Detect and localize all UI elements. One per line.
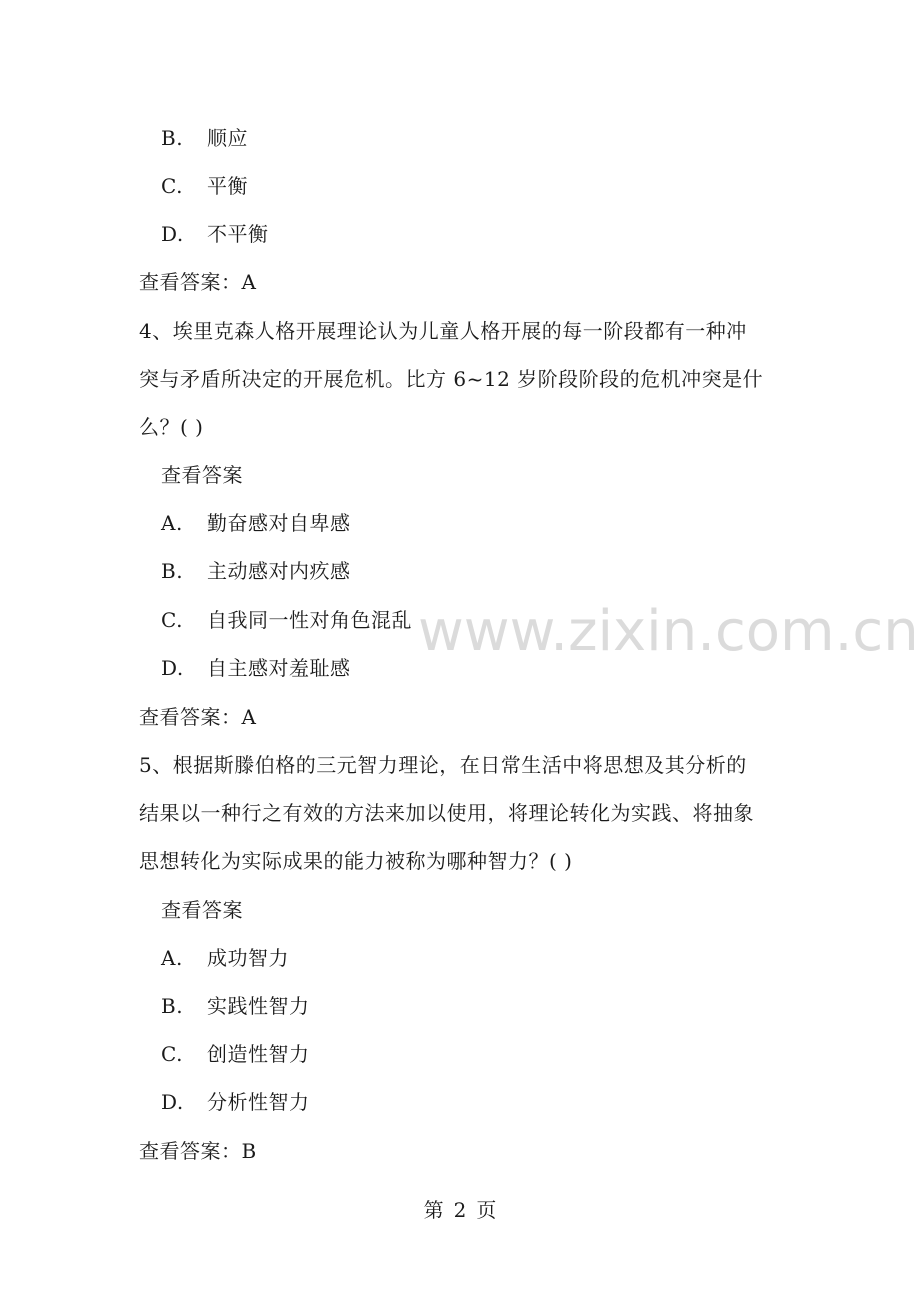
q5-option-b <box>161 994 310 1018</box>
page-suffix: 页 <box>476 1198 497 1222</box>
q5-option-a <box>161 946 289 970</box>
q4-option-c <box>161 608 412 632</box>
q4-option-a <box>161 511 351 535</box>
q3-option-d <box>161 222 269 246</box>
option-text: 实践性智力 <box>207 994 310 1018</box>
option-text: 勤奋感对自卑感 <box>207 511 351 535</box>
q5-answer: 查看答案：B <box>139 1139 257 1163</box>
q3-option-c <box>161 174 248 198</box>
option-text: 顺应 <box>207 126 248 150</box>
watermark: www.zixin.com.cn <box>418 599 919 664</box>
q5-question-line-1: 5、根据斯滕伯格的三元智力理论，在日常生活中将思想及其分析的 <box>139 753 747 777</box>
q3-option-b <box>161 126 248 150</box>
page-prefix: 第 <box>423 1198 444 1222</box>
q3-answer: 查看答案：A <box>139 270 257 294</box>
q4-question-line-3: 么？( ) <box>139 415 204 439</box>
option-text: 分析性智力 <box>207 1090 310 1114</box>
page-number: 2 <box>453 1198 467 1222</box>
option-letter: C. <box>161 608 183 632</box>
q5-question-line-3: 思想转化为实际成果的能力被称为哪种智力？( ) <box>139 849 573 873</box>
option-letter: A. <box>161 511 183 535</box>
q4-option-d <box>161 656 351 680</box>
option-text: 自主感对羞耻感 <box>207 656 351 680</box>
q5-view-answer: 查看答案 <box>161 898 243 922</box>
option-text: 成功智力 <box>207 946 289 970</box>
q5-question-line-2: 结果以一种行之有效的方法来加以使用，将理论转化为实践、将抽象 <box>139 801 754 825</box>
q5-option-d <box>161 1090 310 1114</box>
option-text: 自我同一性对角色混乱 <box>207 608 412 632</box>
option-text: 主动感对内疚感 <box>207 559 351 583</box>
option-text: 不平衡 <box>207 222 269 246</box>
option-letter: B. <box>161 994 184 1018</box>
option-letter: D. <box>161 222 184 246</box>
q4-view-answer: 查看答案 <box>161 463 243 487</box>
q4-option-b <box>161 559 351 583</box>
q4-answer: 查看答案：A <box>139 705 257 729</box>
page-footer <box>0 1198 920 1222</box>
option-letter: C. <box>161 174 183 198</box>
q5-option-c <box>161 1042 310 1066</box>
option-letter: C. <box>161 1042 183 1066</box>
option-letter: B. <box>161 559 184 583</box>
option-text: 创造性智力 <box>207 1042 310 1066</box>
option-letter: A. <box>161 946 183 970</box>
q4-question-line-2: 突与矛盾所决定的开展危机。比方 6~12 岁阶段阶段的危机冲突是什 <box>139 367 764 391</box>
option-text: 平衡 <box>207 174 248 198</box>
option-letter: D. <box>161 1090 184 1114</box>
q4-question-line-1: 4、埃里克森人格开展理论认为儿童人格开展的每一阶段都有一种冲 <box>139 319 747 343</box>
option-letter: B. <box>161 126 184 150</box>
option-letter: D. <box>161 656 184 680</box>
